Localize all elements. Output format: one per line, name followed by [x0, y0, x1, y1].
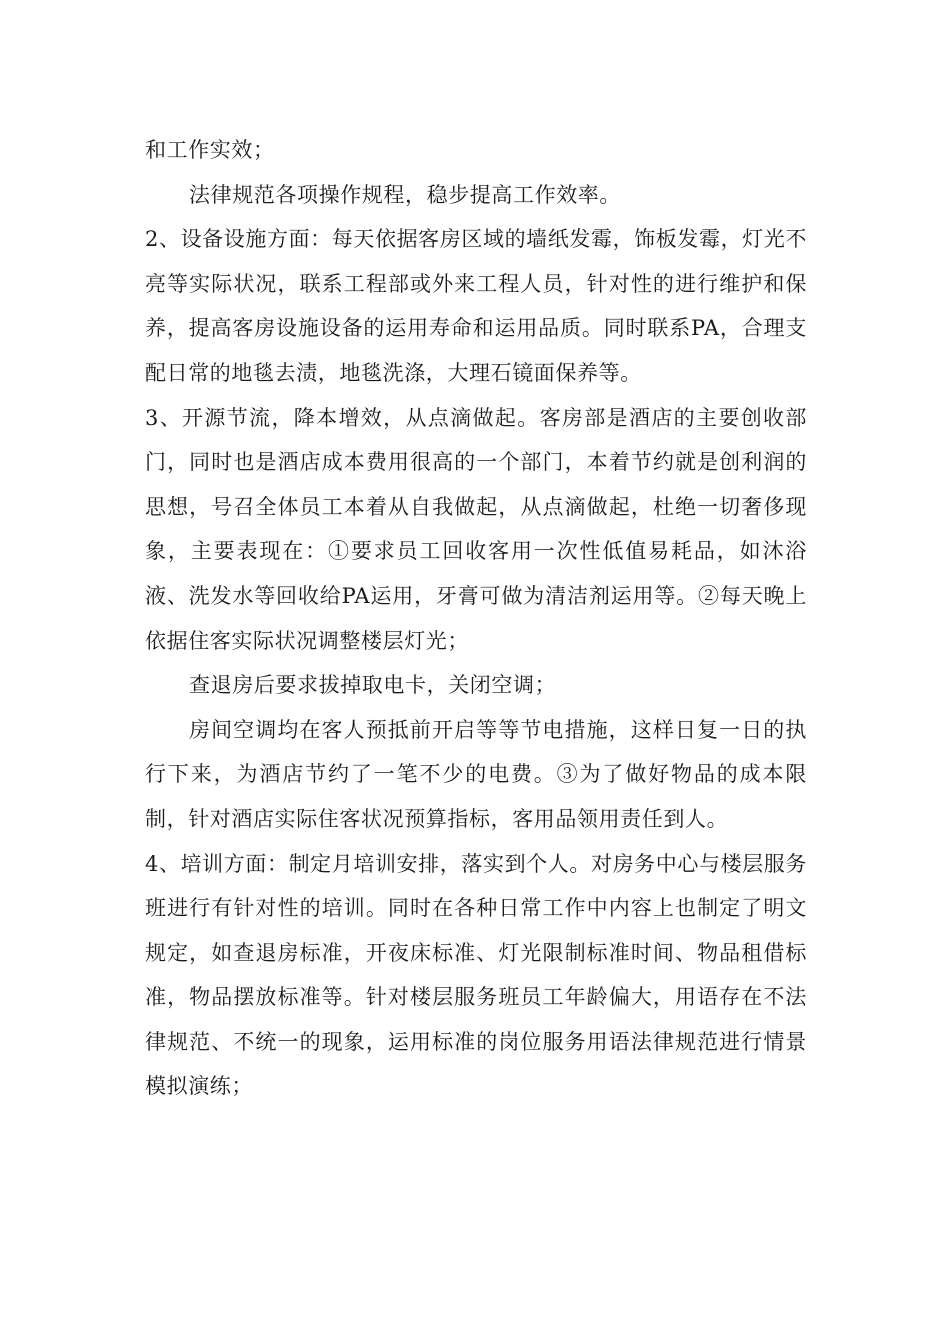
paragraph-continuation: 和工作实效；: [145, 138, 275, 162]
paragraph-item-2-facilities: 2、设备设施方面：每天依据客房区域的墙纸发霉，饰板发霉，灯光不亮等实际状况，联系工程部或外来工程人员，针对性的进行维护和保养，提高客房设施设备的运用寿命和运用品质。同时联系PA，合理支配日常的地毯去渍，地毯洗涤，大理石镜面保养等。: [145, 227, 807, 385]
paragraph-item-4-training: 4、培训方面：制定月培训安排，落实到个人。对房务中心与楼层服务班进行有针对性的培训。同时在各种日常工作中内容上也制定了明文规定，如查退房标准，开夜床标准、灯光限制标准时间、物品租借标准，物品摆放标准等。针对楼层服务班员工年龄偏大，用语存在不法律规范、不统一的现象，运用标准的岗位服务用语法律规范进行情景模拟演练；: [145, 851, 807, 1099]
document-body: [145, 128, 807, 1109]
paragraph-air-conditioning: 房间空调均在客人预抵前开启等等节电措施，这样日复一日的执行下来，为酒店节约了一笔不少的电费。③为了做好物品的成本限制，针对酒店实际住客状况预算指标，客用品领用责任到人。: [145, 717, 807, 831]
paragraph-item-3-cost-saving: 3、开源节流，降本增效，从点滴做起。客房部是酒店的主要创收部门，同时也是酒店成本费用很高的一个部门，本着节约就是创利润的思想，号召全体员工本着从自我做起，从点滴做起，杜绝一切奢侈现象，主要表现在：①要求员工回收客用一次性低值易耗品，如沐浴液、洗发水等回收给PA运用，牙膏可做为清洁剂运用等。②每天晚上依据住客实际状况调整楼层灯光；: [145, 405, 807, 653]
paragraph-checkout-power: 查退房后要求拔掉取电卡，关闭空调；: [189, 673, 557, 698]
paragraph-procedures: 法律规范各项操作规程，稳步提高工作效率。: [189, 182, 621, 207]
